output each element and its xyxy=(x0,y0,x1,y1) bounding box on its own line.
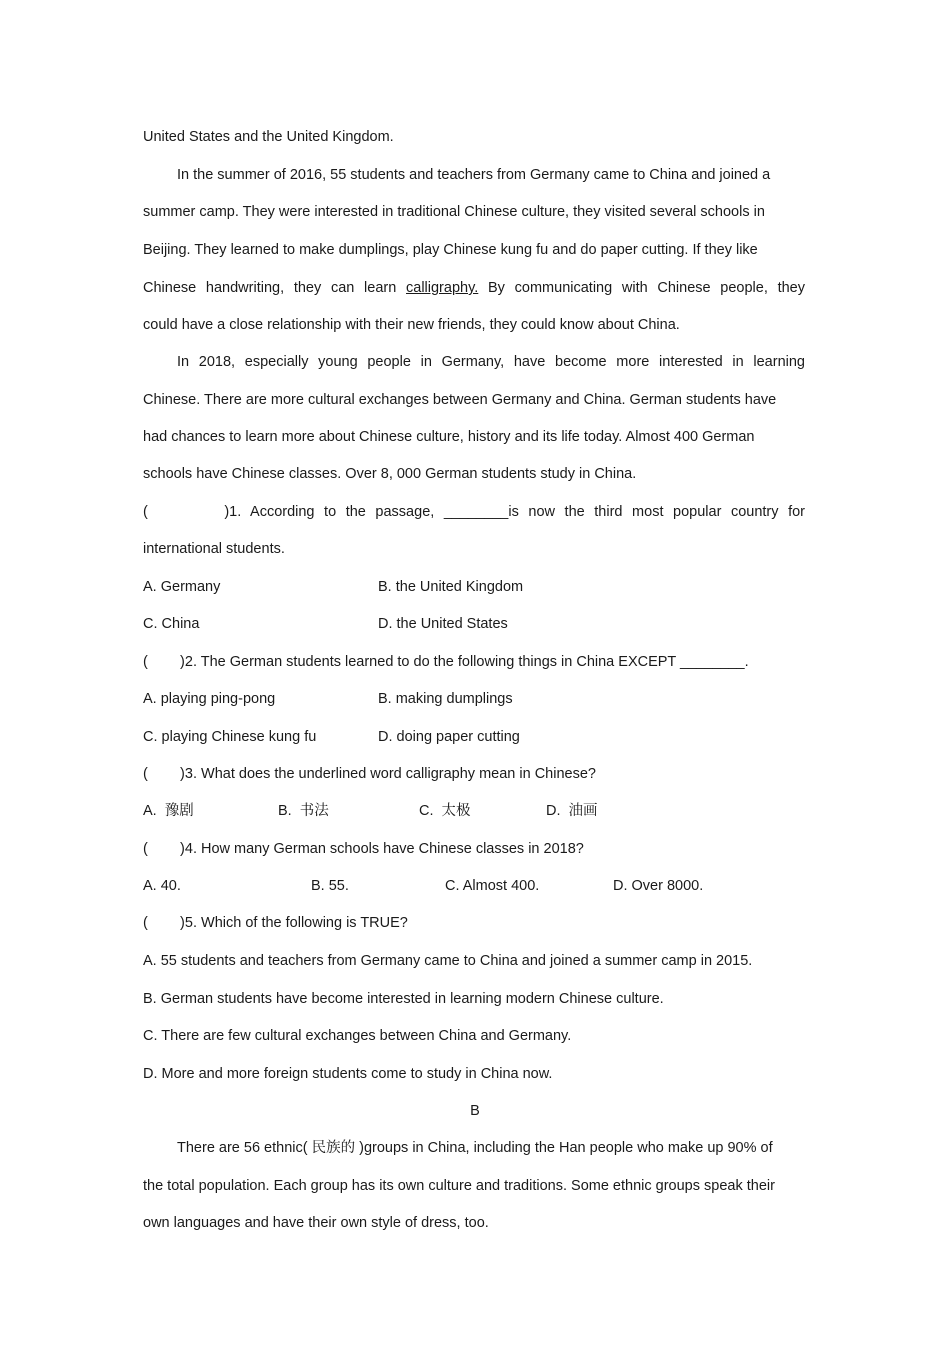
question-5-option-c: C. There are few cultural exchanges between China and Germany. xyxy=(143,1028,572,1044)
question-4-option-c: C. Almost 400. xyxy=(445,878,540,894)
passage-a-paragraph-2-line: Chinese. There are more cultural exchanges between Germany and China. German students have xyxy=(143,392,777,408)
question-1-option-d: D. the United States xyxy=(378,616,508,632)
question-1-option-c: C. China xyxy=(143,616,200,632)
question-2-option-b: B. making dumplings xyxy=(378,691,513,707)
question-3-option-b: B. 书法 xyxy=(278,803,329,819)
question-4-option-a: A. 40. xyxy=(143,878,181,894)
passage-a-paragraph-1-line xyxy=(143,278,805,298)
passage-a-paragraph-2-line: In 2018, especially young people in Germany, have become more interested in learning xyxy=(177,354,805,370)
question-4-stem: ( )4. How many German schools have Chinese classes in 2018? xyxy=(143,841,584,857)
question-2-stem: ( )2. The German students learned to do the following things in China EXCEPT ________. xyxy=(143,654,749,670)
passage-a-paragraph-1-line: could have a close relationship with their new friends, they could know about China. xyxy=(143,317,680,333)
question-4-option-b: B. 55. xyxy=(311,878,349,894)
question-2-option-a: A. playing ping-pong xyxy=(143,691,276,707)
question-3-stem: ( )3. What does the underlined word calligraphy mean in Chinese? xyxy=(143,766,596,782)
question-2-option-d: D. doing paper cutting xyxy=(378,729,520,745)
passage-a-line: United States and the United Kingdom. xyxy=(143,129,394,145)
section-b-heading: B xyxy=(470,1103,480,1119)
question-1-option-a: A. Germany xyxy=(143,579,221,595)
underlined-word-calligraphy: calligraphy. xyxy=(406,280,479,296)
passage-a-paragraph-2-line: had chances to learn more about Chinese culture, history and its life today. Almost 400 German xyxy=(143,429,755,445)
passage-a-paragraph-2-line: schools have Chinese classes. Over 8, 000 German students study in China. xyxy=(143,466,637,482)
passage-a-paragraph-1-line: In the summer of 2016, 55 students and teachers from Germany came to China and joined a xyxy=(177,167,771,183)
passage-a-paragraph-1-line: Beijing. They learned to make dumplings, play Chinese kung fu and do paper cutting. If they like xyxy=(143,242,758,258)
question-5-stem: ( )5. Which of the following is TRUE? xyxy=(143,915,408,931)
question-1-stem: international students. xyxy=(143,541,285,557)
question-5-option-b: B. German students have become interested in learning modern Chinese culture. xyxy=(143,991,664,1007)
question-2-option-c: C. playing Chinese kung fu xyxy=(143,729,317,745)
question-5-option-a: A. 55 students and teachers from Germany came to China and joined a summer camp in 2015. xyxy=(143,953,753,969)
question-4-option-d: D. Over 8000. xyxy=(613,878,704,894)
question-1-option-b: B. the United Kingdom xyxy=(378,579,524,595)
question-3-option-d: D. 油画 xyxy=(546,803,598,819)
question-3-option-c: C. 太极 xyxy=(419,803,471,819)
passage-b-line: the total population. Each group has its own culture and traditions. Some ethnic groups speak their xyxy=(143,1178,775,1194)
question-5-option-d: D. More and more foreign students come to study in China now. xyxy=(143,1066,553,1082)
passage-a-paragraph-1-line: summer camp. They were interested in traditional Chinese culture, they visited several schools in xyxy=(143,204,765,220)
text-run: Chinese handwriting, they can learn xyxy=(143,280,407,296)
text-run: By communicating with Chinese people, they xyxy=(478,280,806,296)
passage-b-line: own languages and have their own style of dress, too. xyxy=(143,1215,489,1231)
passage-b-line: There are 56 ethnic( 民族的 )groups in China, including the Han people who make up 90% of xyxy=(177,1140,773,1156)
question-3-option-a: A. 豫剧 xyxy=(143,803,194,819)
question-1-stem: ( )1. According to the passage, ________is now the third most popular country for xyxy=(143,504,805,520)
